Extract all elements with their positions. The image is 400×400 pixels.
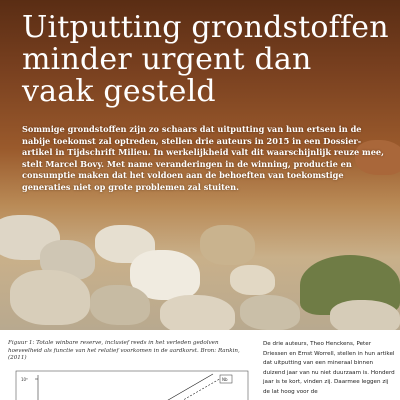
rock [10,270,90,325]
rock [230,265,275,295]
figure-caption: Figuur 1: Totale winbare reserve, inclusief reeds in het verleden gedolven hoeveelheid als functie van het relatief voorkomen in de aardkorst. Bron: Rankin, (2011) [8,340,240,362]
rock [200,225,255,265]
rock [160,295,235,330]
rock [330,300,400,330]
chart-legend-label: Nb [222,377,228,382]
article-lead: Sommige grondstoffen zijn zo schaars dat uitputting van hun ertsen in de nabije toekomst zal optreden, stellen drie auteurs in 2015 in een Dossier-artikel in Tijdschrift Milieu. In werkelijkheid valt dit waarschijnlijk reuze mee, stelt Marcel Bovy. Met name veranderingen in de winning, productie en consumptie maken dat het voldoen aan de behoeften van toekomstige generaties niet op grote problemen zal stuiten. [22,124,384,192]
article-title: Uitputting grondstoffen minder urgent dan vaak gesteld [22,10,389,109]
figure-chart [8,369,254,400]
article-body: De drie auteurs, Theo Henckens, Peter Driessen en Ernst Worrell, stellen in hun artikel dat uitputting van een mineraal binnen duizend jaar van nu niet duurzaam is. Honderd jaar is te kort, vinden zij. Daarmee leggen zij de lat hoog voor de [263,341,395,395]
chart-reference-line [178,377,223,400]
chart-y-tick-label: 10⁶ [21,377,28,382]
rock [90,285,150,325]
chart-frame [16,371,248,400]
rock [240,295,300,330]
figure-1 [8,340,254,400]
